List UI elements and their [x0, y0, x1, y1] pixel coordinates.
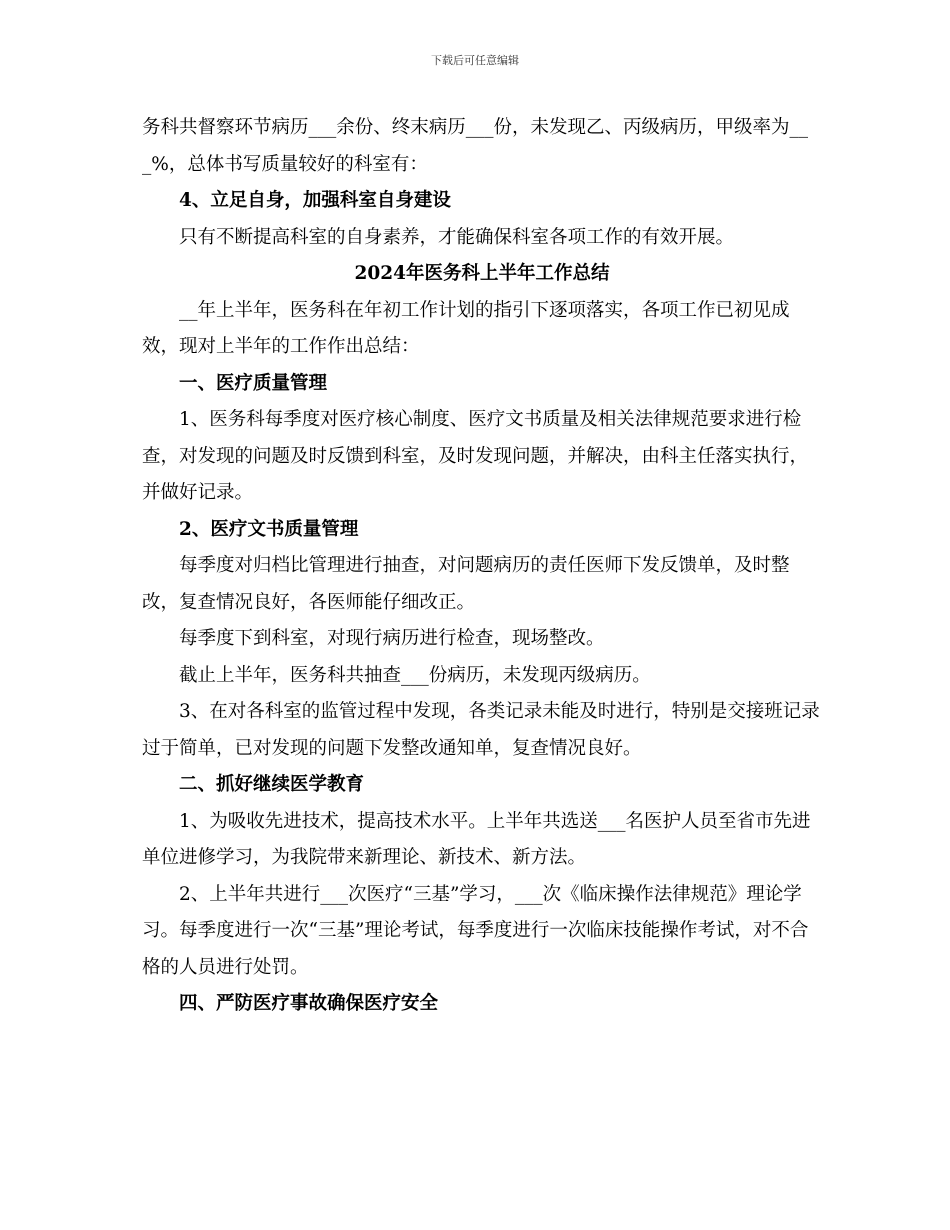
document-body: [142, 110, 822, 1023]
paragraph-intro: __年上半年，医务科在年初工作计划的指引下逐项落实，各项工作已初见成效，现对上半年的工作作出总结：: [142, 299, 790, 357]
heading-document-quality: 2、医疗文书质量管理: [179, 518, 359, 540]
paragraph-document-quality-3: 截止上半年，医务科共抽查___份病历，未发现丙级病历。: [179, 664, 651, 686]
paragraph-continued: 务科共督察环节病历___余份、终末病历___份，未发现乙、丙级病历，甲级率为___%，总体书写质量较好的科室有：: [142, 117, 809, 175]
page-header: 下载后可任意编辑: [431, 54, 519, 67]
paragraph-document-quality-1: 每季度对归档比管理进行抽查，对问题病历的责任医师下发反馈单，及时整改，复查情况良好，各医师能仔细改正。: [142, 555, 790, 613]
paragraph-document-quality-2: 每季度下到科室，对现行病历进行检查，现场整改。: [179, 628, 605, 649]
paragraph-education-2: 2、上半年共进行___次医疗“三基”学习，___次《临床操作法律规范》理论学习。每季度进行一次“三基”理论考试，每季度进行一次临床技能操作考试，对不合格的人员进行处罚。: [142, 883, 809, 978]
paragraph-self-building: 只有不断提高科室的自身素养，才能确保科室各项工作的有效开展。: [179, 226, 735, 248]
section-heading-education: 二、抓好继续医学教育: [179, 774, 365, 795]
paragraph-education-1: 1、为吸收先进技术，提高技术水平。上半年共选送___名医护人员至省市先进单位进修学习，为我院带来新理论、新技术、新方法。: [142, 810, 811, 868]
heading-self-building: 4、立足自身，加强科室自身建设: [179, 190, 451, 211]
paragraph-quality-1: 1、医务科每季度对医疗核心制度、医疗文书质量及相关法律规范要求进行检查，对发现的问题及时反馈到科室，及时发现问题，并解决，由科主任落实执行，并做好记录。: [142, 409, 809, 503]
paragraph-quality-3: 3、在对各科室的监管过程中发现，各类记录未能及时进行，特别是交接班记录过于简单，已对发现的问题下发整改通知单，复查情况良好。: [142, 701, 820, 759]
section-heading-safety: 四、严防医疗事故确保医疗安全: [179, 993, 439, 1014]
document-title: 2024年医务科上半年工作总结: [354, 263, 610, 284]
section-heading-quality: 一、医疗质量管理: [179, 372, 328, 394]
